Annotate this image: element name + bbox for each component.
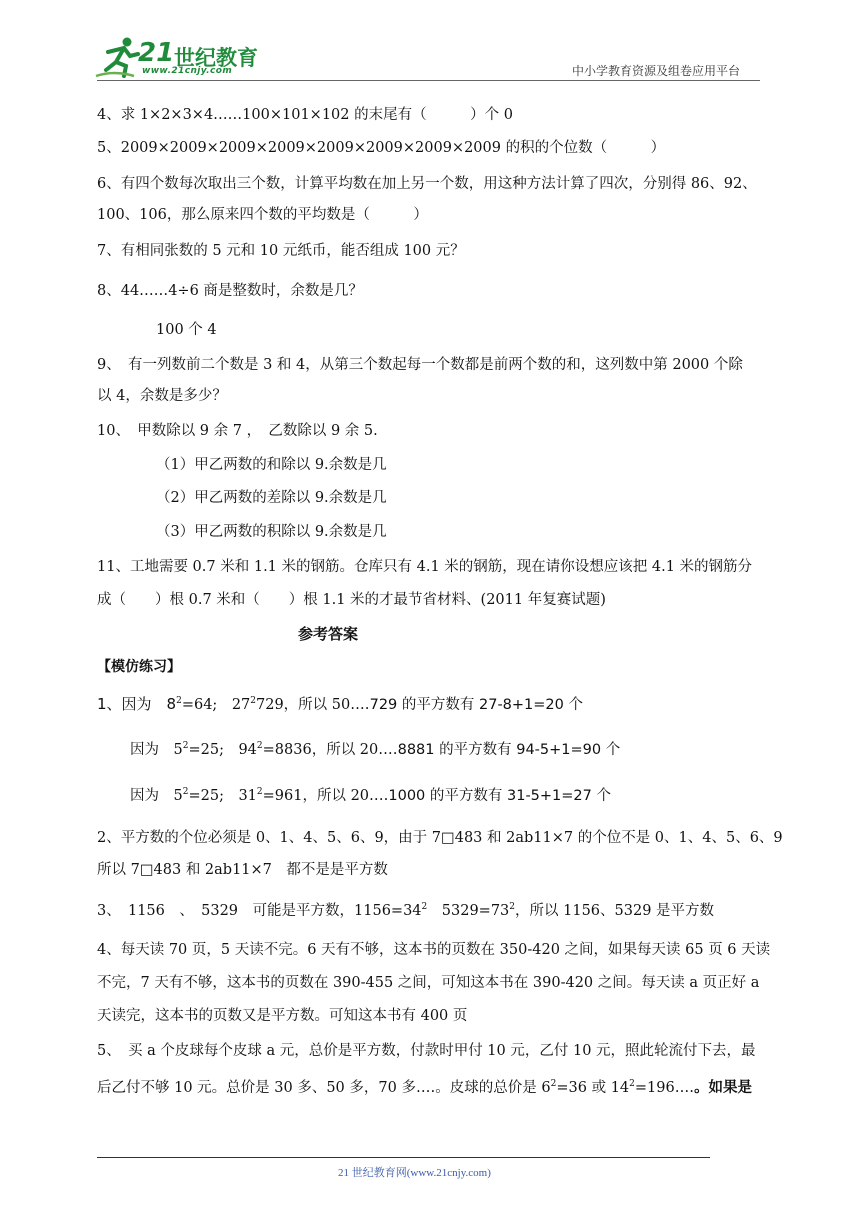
exponent: 2 bbox=[256, 741, 263, 751]
problem-10-part2: （2）甲乙两数的差除以 9.余数是几 bbox=[156, 490, 387, 506]
exponent: 2 bbox=[421, 902, 428, 912]
answer-1-number: 1、因为 8 bbox=[97, 695, 177, 713]
answer-text: =25; 94 bbox=[188, 742, 257, 758]
answer-text: =8836，所以 20‥‥ bbox=[262, 742, 398, 758]
answer-conclusion: 729 的平方数有 27-8+1=20 个 bbox=[369, 697, 583, 713]
logo-url: www.21cnjy.com bbox=[142, 66, 233, 76]
header-divider bbox=[97, 80, 760, 81]
answer-1-line3 bbox=[130, 786, 611, 806]
logo-text: 世纪教育 bbox=[174, 46, 258, 70]
footer-link[interactable]: 21 世纪教育网(www.21cnjy.com) bbox=[338, 1167, 491, 1179]
answer-text: 729，所以 50‥‥ bbox=[256, 697, 370, 713]
answer-text: 后乙付不够 10 元。总价是 30 多、50 多，70 多‥‥。皮球的总价是 6 bbox=[97, 1080, 551, 1096]
exponent: 2 bbox=[182, 741, 189, 751]
problem-10: 10、 甲数除以 9 余 7 ， 乙数除以 9 余 5. bbox=[97, 423, 378, 439]
answer-4-line2: 不完，7 天有不够，这本书的页数在 390-455 之间，可知这本书在 390-420 之间。每天读 a 页正好 a bbox=[97, 975, 760, 991]
exponent: 2 bbox=[550, 1079, 557, 1089]
exponent: 2 bbox=[509, 902, 516, 912]
answer-conclusion: 8881 的平方数有 94-5+1=90 个 bbox=[397, 742, 621, 758]
answer-text: ，所以 1156、5329 是平方数 bbox=[515, 903, 715, 919]
exponent: 2 bbox=[629, 1079, 635, 1089]
section-heading: 【模仿练习】 bbox=[97, 659, 181, 675]
answer-text: 因为 5 bbox=[130, 788, 183, 804]
answer-text: =961，所以 20‥‥ bbox=[262, 788, 389, 804]
problem-11-line1: 11、工地需要 0.7 米和 1.1 米的钢筋。仓库只有 4.1 米的钢筋，现在请你设想应该把 4.1 米的钢筋分 bbox=[97, 559, 753, 575]
answer-text: 因为 5 bbox=[130, 742, 183, 758]
problem-8: 8、44‥‥‥4÷6 商是整数时，余数是几？ bbox=[97, 283, 363, 299]
problem-9-line1: 9、 有一列数前二个数是 3 和 4，从第三个数起每一个数都是前两个数的和，这列数中第 2000 个除 bbox=[97, 357, 743, 373]
exponent: 2 bbox=[256, 787, 263, 797]
exponent: 2 bbox=[250, 696, 256, 706]
problem-10-part3: （3）甲乙两数的积除以 9.余数是几 bbox=[156, 524, 387, 540]
answer-conclusion: 1000 的平方数有 31-5+1=27 个 bbox=[388, 788, 611, 804]
site-logo bbox=[94, 36, 264, 80]
answer-4-line1: 4、每天读 70 页，5 天读不完。6 天有不够，这本书的页数在 350-420 之间，如果每天读 65 页 6 天读 bbox=[97, 942, 771, 958]
answer-text: =64; 27 bbox=[181, 697, 251, 713]
problem-8-note: 100 个 4 bbox=[156, 322, 217, 338]
problem-5: 5、2009×2009×2009×2009×2009×2009×2009×2009 的积的个位数（ ） bbox=[97, 140, 666, 156]
problem-9-line2: 以 4，余数是多少？ bbox=[97, 388, 227, 404]
answer-text: 3、 1156 、 5329 可能是平方数，1156=34 bbox=[97, 903, 422, 919]
exponent: 2 bbox=[176, 696, 182, 706]
problem-6-line2: 100、106，那么原来四个数的平均数是（ ） bbox=[97, 207, 428, 223]
answer-5-line2 bbox=[97, 1078, 752, 1098]
answers-title: 参考答案 bbox=[298, 625, 359, 643]
answer-2-line2: 所以 7□483 和 2ab11×7 都不是是平方数 bbox=[97, 862, 388, 878]
problem-4: 4、求 1×2×3×4……100×101×102 的末尾有（ ）个 0 bbox=[97, 107, 513, 123]
problem-7: 7、有相同张数的 5 元和 10 元纸币，能否组成 100 元？ bbox=[97, 243, 465, 259]
answer-text: =25; 31 bbox=[188, 788, 257, 804]
problem-6-line1: 6、有四个数每次取出三个数，计算平均数在加上另一个数，用这种方法计算了四次，分别得 86、92、 bbox=[97, 176, 757, 192]
problem-10-part1: （1）甲乙两数的和除以 9.余数是几 bbox=[156, 457, 387, 473]
header-tagline: 中小学教育资源及组卷应用平台 bbox=[572, 64, 741, 78]
answer-text: 5329=73 bbox=[427, 903, 510, 919]
logo-number: 21 bbox=[138, 38, 175, 68]
answer-text: =196‥‥ bbox=[634, 1080, 695, 1096]
footer-divider bbox=[97, 1157, 710, 1158]
answer-continuation: 。如果是 bbox=[694, 1080, 753, 1096]
answer-text: =36 或 14 bbox=[556, 1080, 630, 1096]
answer-2-line1: 2、平方数的个位必须是 0、1、4、5、6、9，由于 7□483 和 2ab11×7 的个位不是 0、1、4、5、6、9 bbox=[97, 830, 783, 846]
answer-1-line1 bbox=[97, 694, 583, 715]
exponent: 2 bbox=[182, 787, 189, 797]
answer-3 bbox=[97, 901, 714, 921]
answer-5-line1: 5、 买 a 个皮球每个皮球 a 元，总价是平方数，付款时甲付 10 元，乙付 10 元，照此轮流付下去，最 bbox=[97, 1043, 756, 1059]
running-man-icon bbox=[94, 36, 142, 80]
answer-1-line2 bbox=[130, 740, 620, 760]
answer-4-line3: 天读完，这本书的页数又是平方数。可知这本书有 400 页 bbox=[97, 1008, 468, 1024]
problem-11-line2: 成（ ）根 0.7 米和（ ）根 1.1 米的才最节省材料、(2011 年复赛试题) bbox=[97, 592, 606, 608]
